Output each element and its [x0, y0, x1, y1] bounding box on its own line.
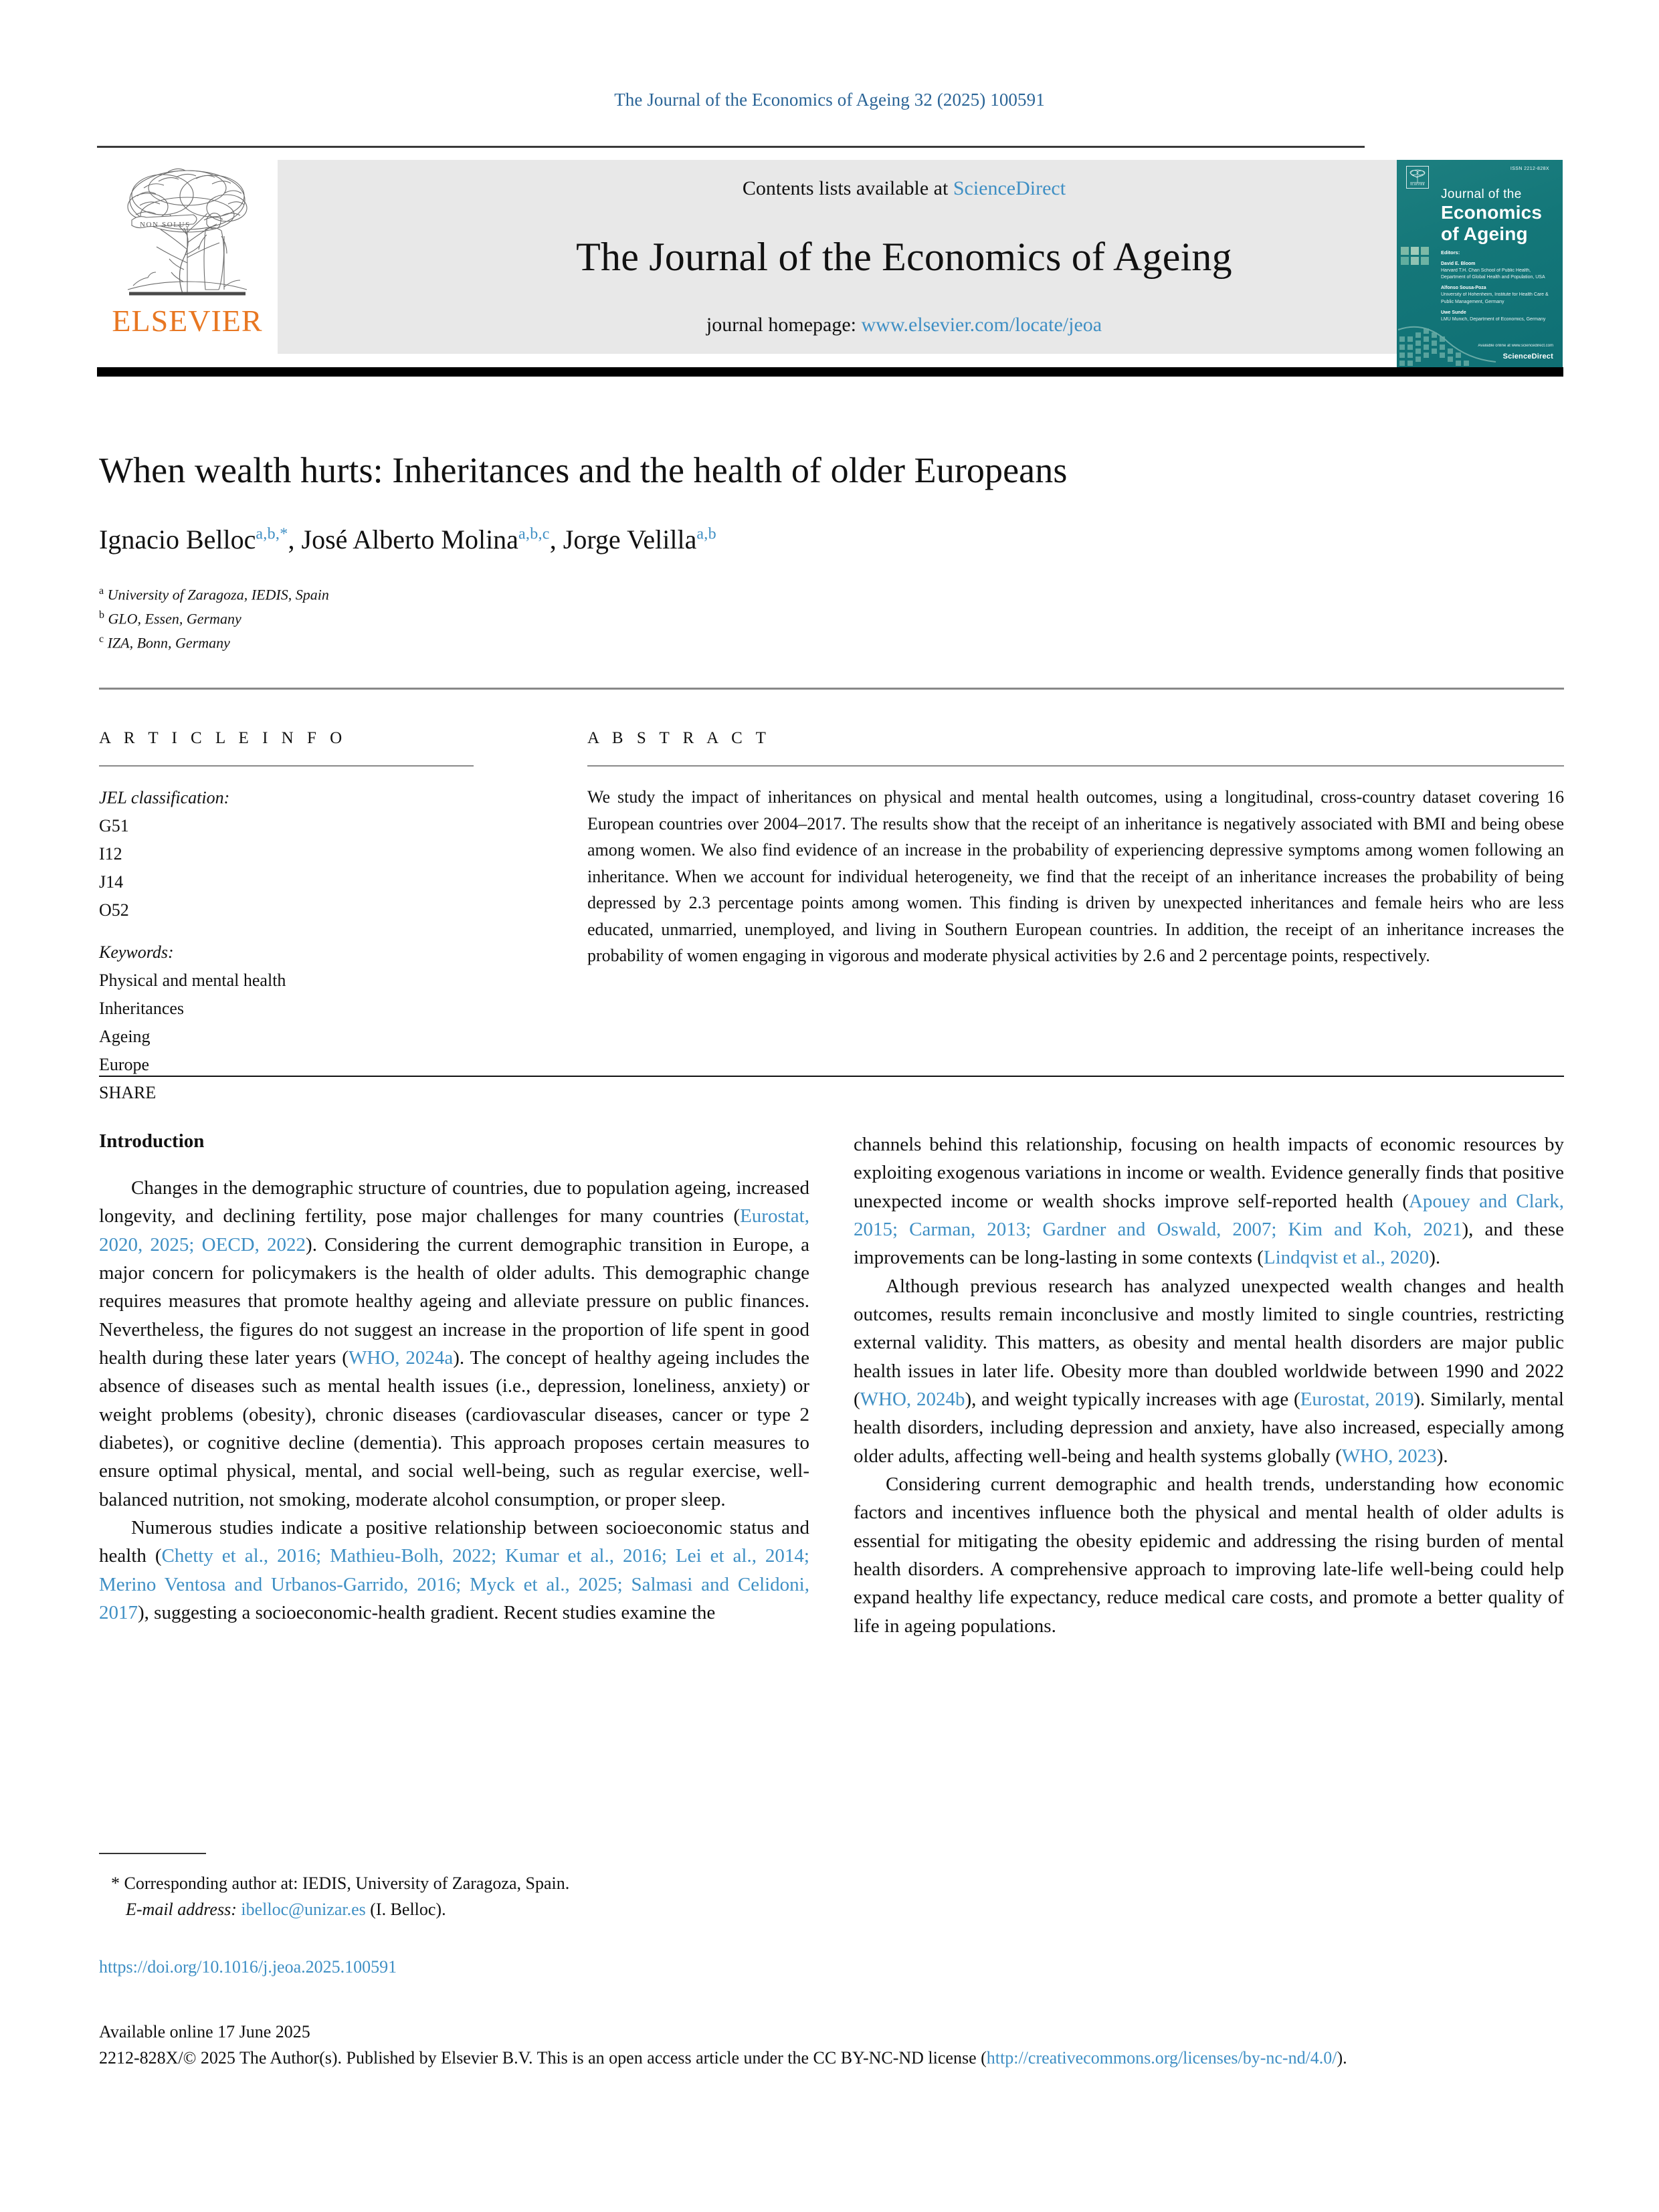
- affiliation-item: [99, 583, 1564, 607]
- journal-homepage-line: [706, 314, 1102, 336]
- affiliation-item: [99, 607, 1564, 631]
- affiliation-text: University of Zaragoza, IEDIS, Spain: [107, 585, 329, 603]
- affiliation-item: [99, 631, 1564, 655]
- keyword-item: SHARE: [99, 1083, 157, 1103]
- abstract-text: We study the impact of inheritances on physical and mental health outcomes, using a longitudinal, cross-country dataset covering 16 European countries over 2004–2017. The results show that the receipt of an inheritance is negatively associated with BMI and being obese among women. We also find evidence of an increase in the probability of experiencing depressive symptoms among women following an inheritance. When we account for individual heterogeneity, we find that the receipt of an inheritance increases the probability of being depressed by 2.3 percentage points among women. This finding is driven by unexpected inheritances and female heirs who are less educated, unmarried, unemployed, and living in Southern European countries. In addition, the receipt of an inheritance increases the probability of women engaging in vigorous and moderate physical activities by 2.6 and 2 percentage points, respectively.: [587, 787, 1564, 966]
- homepage-prefix: journal homepage:: [706, 314, 862, 336]
- cover-editor-affiliation: LMU Munich, Department of Economics, Germany: [1441, 316, 1546, 322]
- journal-masthead: [97, 146, 1562, 361]
- article-info-top-rule: [99, 688, 1564, 690]
- contents-lists-line: [743, 177, 1066, 200]
- available-online-line: Available online 17 June 2025: [99, 2022, 310, 2041]
- author-affil-marks: a,b,*: [256, 525, 288, 543]
- affiliation-mark: c: [99, 633, 104, 645]
- keyword-item: Inheritances: [99, 998, 185, 1018]
- author-affil-marks: a,b,c: [518, 525, 550, 543]
- doi-link[interactable]: https://doi.org/10.1016/j.jeoa.2025.100591: [99, 1957, 397, 1977]
- author-list: [99, 524, 1564, 556]
- author-name: José Alberto Molina: [301, 524, 518, 555]
- cover-swatch-grid: [1401, 247, 1429, 265]
- jel-label: JEL classification:: [99, 788, 230, 807]
- jel-code: I12: [99, 844, 122, 864]
- elsevier-tree-icon: [124, 163, 251, 308]
- contents-lists-prefix: Contents lists available at: [742, 177, 953, 199]
- masthead-black-bar: [97, 367, 1563, 377]
- body-paragraph: Changes in the demographic structure of countries, due to population ageing, increased longevity, and declining fertility, pose major challenges for many countries (Eurostat, 2020, 2025; OECD, 2022). Considering the current demographic transition in Europe, a major concern for policymakers is the health of older adults. This demographic change requires measures that promote healthy ageing and alleviate pressure on public finances. Nevertheless, the figures do not suggest an increase in the proportion of life spent in good health during these later years (WHO, 2024a). The concept of healthy ageing includes the absence of diseases such as mental health issues (i.e., depression, loneliness, anxiety) or weight problems (obesity), chronic diseases (cardiovascular diseases, cancer or type 2 diabetes), or cognitive decline (dementia). This approach proposes certain measures to ensure optimal physical, mental, and social well-being, such as regular exercise, well-balanced nutrition, not smoking, moderate alcohol consumption, or proper sleep.: [99, 1177, 810, 1510]
- journal-homepage-link[interactable]: www.elsevier.com/locate/jeoa: [861, 314, 1102, 336]
- body-columns: [99, 1130, 1564, 1640]
- page-footer: [99, 1853, 1564, 2071]
- keyword-item: Ageing: [99, 1026, 151, 1046]
- cover-elsevier-mark-icon: [1406, 166, 1429, 189]
- copyright-text-before: 2212-828X/© 2025 The Author(s). Published by Elsevier B.V. This is an open access article under the CC BY-NC-ND license (: [99, 2048, 987, 2068]
- cover-editor-name: Uwe Sunde: [1441, 310, 1466, 315]
- svg-text:ELSEVIER: ELSEVIER: [1410, 183, 1425, 186]
- cover-title-line2: Economics: [1441, 202, 1543, 223]
- cover-issn: ISSN 2212-828X: [1510, 167, 1549, 171]
- article-info-abstract-block: [99, 729, 1564, 1107]
- body-paragraph: Considering current demographic and health trends, understanding how economic factors and incentives influence both the physical and mental health of older adults is essential for mitigating the obesity epidemic and addressing the rising burden of mental health disorders. A comprehensive approach to improving late-life well-being could help expand healthy life expectancy, reduce medical care costs, and promote a better quality of life in ageing populations.: [854, 1473, 1564, 1637]
- section-heading-introduction: Introduction: [99, 1130, 205, 1152]
- elsevier-logo: [97, 160, 278, 354]
- sciencedirect-link[interactable]: ScienceDirect: [953, 177, 1066, 199]
- license-link[interactable]: http://creativecommons.org/licenses/by-nc-nd/4.0/: [986, 2048, 1337, 2068]
- body-paragraph: channels behind this relationship, focusing on health impacts of economic resources by exploiting exogenous variations in income or wealth. Evidence generally finds that positive unexpected income or wealth shocks improve self-reported health (Apouey and Clark, 2015; Carman, 2013; Gardner and Oswald, 2007; Kim and Koh, 2021), and these improvements can be long-lasting in some contexts (Lindqvist et al., 2020).: [854, 1134, 1564, 1269]
- jel-code: O52: [99, 900, 129, 920]
- body-paragraph: Numerous studies indicate a positive relationship between socioeconomic status and health (Chetty et al., 2016; Mathieu-Bolh, 2022; Kumar et al., 2016; Lei et al., 2014; Merino Ventosa and Urbanos-Garrido, 2016; Myck et al., 2025; Salmasi and Celidoni, 2017), suggesting a socioeconomic-health gradient. Recent studies examine the: [99, 1516, 809, 1623]
- keywords-label: Keywords:: [99, 942, 174, 962]
- email-suffix: (I. Belloc).: [370, 1900, 446, 1919]
- author-affil-marks: a,b: [696, 525, 716, 543]
- email-link[interactable]: ibelloc@unizar.es: [241, 1900, 366, 1919]
- cover-sciencedirect: [1478, 344, 1553, 362]
- keyword-item: Physical and mental health: [99, 970, 286, 990]
- masthead-top-rule: [97, 146, 1365, 148]
- journal-title: The Journal of the Economics of Ageing: [576, 234, 1232, 279]
- corresponding-author-mark: *: [111, 1874, 120, 1893]
- jel-code: J14: [99, 872, 124, 892]
- cover-tree-icon: [1409, 169, 1426, 186]
- body-column-right: [854, 1130, 1564, 1640]
- email-note: [99, 1896, 1564, 1922]
- jel-code: G51: [99, 816, 129, 836]
- cover-sciencedirect-wordmark: ScienceDirect: [1502, 353, 1553, 361]
- elsevier-wordmark: ELSEVIER: [112, 304, 263, 338]
- cover-title-line3: of Ageing: [1441, 223, 1528, 244]
- body-paragraph: Although previous research has analyzed unexpected wealth changes and health outcomes, results remain inconclusive and mostly limited to single countries, restricting external validity. This matters, as obesity and mental health disorders are major public health issues in later life. Obesity more than doubled worldwide between 1990 and 2022 (WHO, 2024b), and weight typically increases with age (Eurostat, 2019). Similarly, mental health disorders, including depression and anxiety, have also increased, especially among older adults, affecting well-being and health systems globally (WHO, 2023).: [854, 1275, 1564, 1467]
- author-name: Ignacio Belloc: [99, 524, 256, 555]
- affiliation-text: GLO, Essen, Germany: [108, 609, 241, 627]
- cover-editor-affiliation: Harvard T.H. Chan School of Public Health, Department of Global Health and Population, USA: [1441, 268, 1545, 280]
- copyright-text-after: ).: [1337, 2048, 1347, 2068]
- affiliation-mark: a: [99, 585, 104, 597]
- corresponding-author-text: Corresponding author at: IEDIS, University of Zaragoza, Spain.: [124, 1874, 570, 1893]
- page-title: When wealth hurts: Inheritances and the health of older Europeans: [99, 450, 1068, 490]
- affiliation-list: [99, 583, 1564, 655]
- running-head: The Journal of the Economics of Ageing 32 (2025) 100591: [614, 90, 1045, 110]
- footnote-separator: [99, 1853, 206, 1854]
- copyright-line: [99, 2045, 1564, 2071]
- abstract-divider: [587, 765, 1564, 767]
- spacer: [99, 925, 534, 938]
- cover-editor-affiliation: University of Hohenheim, Institute for Health Care & Public Management, Germany: [1441, 292, 1549, 304]
- article-info-divider: [99, 765, 474, 767]
- keyword-item: Europe: [99, 1054, 150, 1074]
- author-separator: ,: [549, 524, 563, 555]
- svg-text:NON SOLUS: NON SOLUS: [140, 221, 191, 229]
- cover-title: [1441, 188, 1542, 243]
- email-label: E-mail address:: [126, 1900, 237, 1919]
- body-column-left: [99, 1130, 809, 1640]
- affiliation-mark: b: [99, 609, 104, 621]
- cover-title-line1: Journal of the: [1441, 187, 1522, 201]
- masthead-banner: [278, 160, 1531, 354]
- abstract-heading: A B S T R A C T: [587, 729, 771, 747]
- title-block: [99, 449, 1564, 654]
- author-separator: ,: [288, 524, 302, 555]
- cover-available-online: Available online at www.sciencedirect.com: [1478, 344, 1553, 348]
- article-info-heading: A R T I C L E I N F O: [99, 729, 347, 747]
- article-info-column: [99, 729, 534, 1107]
- cover-editor-name: David E. Bloom: [1441, 261, 1476, 266]
- author-name: Jorge Velilla: [563, 524, 697, 555]
- abstract-column: [534, 729, 1564, 1107]
- cover-editors-heading: Editors:: [1441, 249, 1460, 256]
- corresponding-author-note: [99, 1870, 1564, 1896]
- cover-editor-name: Alfonso Sousa-Poza: [1441, 286, 1486, 291]
- journal-cover-thumbnail[interactable]: [1397, 160, 1563, 373]
- affiliation-text: IZA, Bonn, Germany: [107, 633, 230, 651]
